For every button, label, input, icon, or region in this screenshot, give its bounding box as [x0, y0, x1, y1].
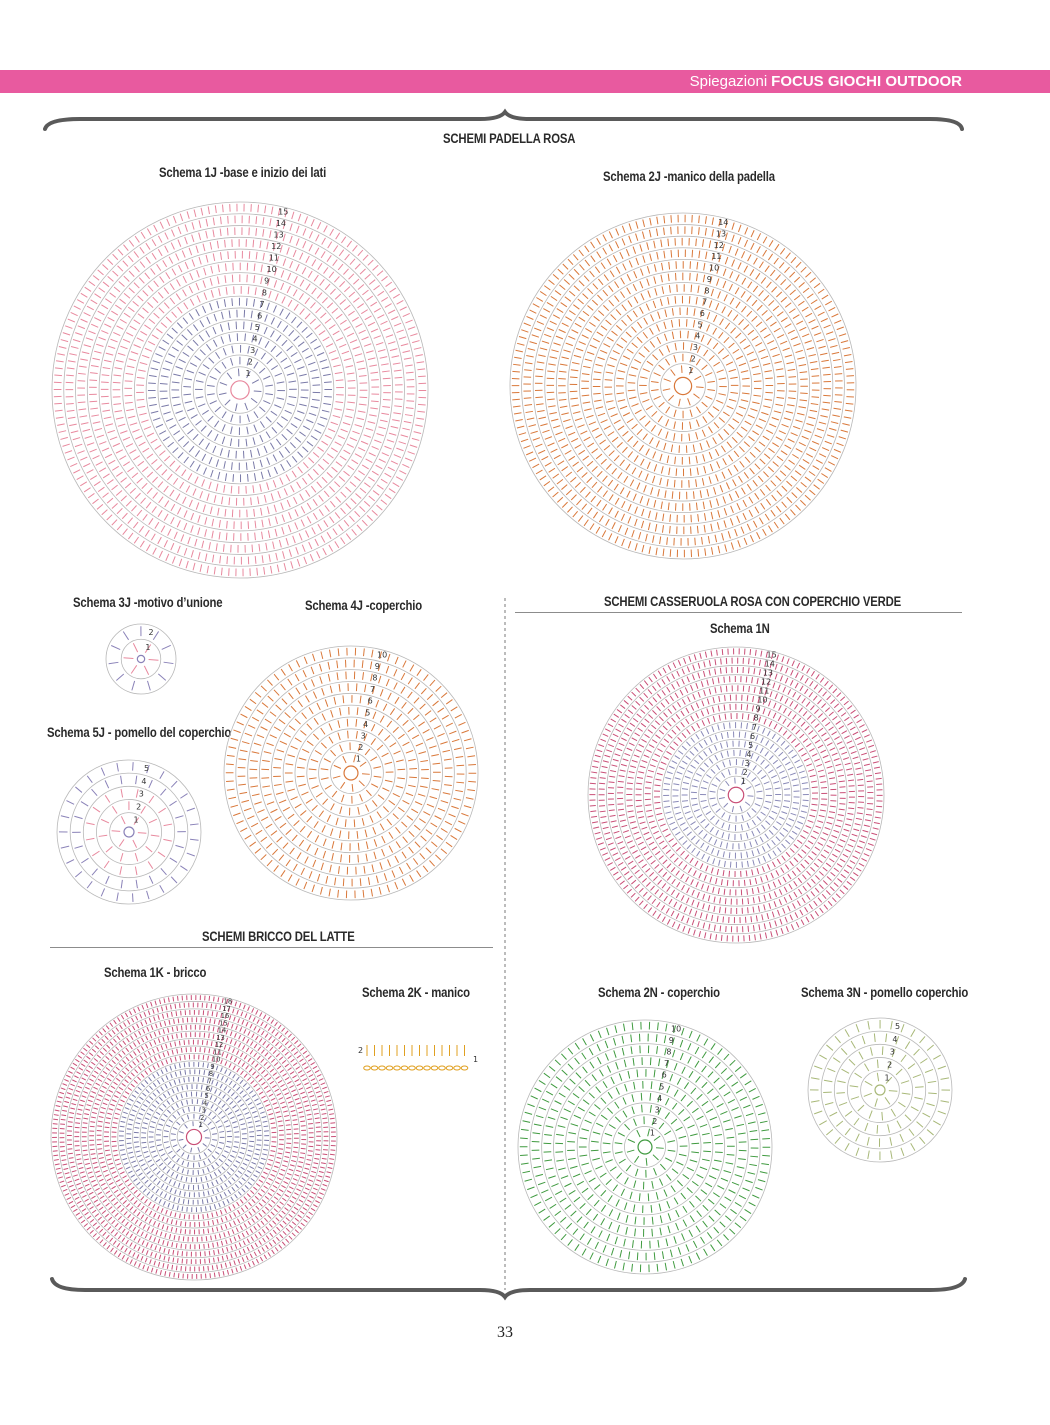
- section-title-bricco: SCHEMI BRICCO DEL LATTE: [202, 929, 355, 944]
- header-main-title: FOCUS GIOCHI OUTDOOR: [771, 73, 962, 90]
- round-number: 7: [751, 722, 757, 732]
- round-number: 15: [278, 207, 289, 217]
- round-number: 5: [143, 763, 150, 773]
- label-schema-3n: Schema 3N - pomello coperchio: [801, 985, 969, 1000]
- round-number: 7: [702, 297, 708, 307]
- round-number: 10: [377, 650, 388, 660]
- round-number: 3: [692, 343, 698, 353]
- round-number: 5: [748, 740, 754, 750]
- round-number: 14: [275, 219, 287, 229]
- label-schema-2j: Schema 2J -manico della padella: [603, 169, 775, 184]
- round-number: 1: [145, 643, 151, 653]
- round-number: 9: [264, 276, 270, 286]
- round-number: 8: [704, 286, 710, 296]
- round-number: 14: [718, 218, 729, 228]
- round-number: 5: [697, 320, 703, 330]
- round-number: 1: [688, 365, 694, 375]
- round-number: 13: [762, 668, 774, 678]
- round-number: 12: [713, 240, 724, 250]
- round-number: 3: [744, 758, 750, 768]
- label-schema-1j: Schema 1J -base e inizio dei lati: [159, 165, 327, 180]
- round-number: 9: [374, 661, 380, 671]
- round-number: 3: [250, 345, 256, 355]
- round-number: 3: [360, 731, 366, 741]
- header-subtitle: Spiegazioni: [689, 73, 768, 90]
- round-number: 15: [766, 650, 777, 660]
- round-number: 12: [271, 242, 282, 252]
- round-number: 12: [760, 677, 772, 687]
- round-number: 5: [365, 708, 371, 718]
- round-number: 7: [370, 685, 376, 695]
- label-schema-2n: Schema 2N - coperchio: [598, 985, 720, 1000]
- round-number: 11: [711, 252, 722, 262]
- round-number: 6: [257, 311, 263, 321]
- round-number: 11: [268, 253, 280, 263]
- round-number: 6: [367, 696, 373, 706]
- round-number: 9: [755, 704, 761, 714]
- label-schema-4j: Schema 4J -coperchio: [305, 598, 423, 613]
- round-number: 2: [136, 802, 142, 812]
- round-number: 3: [138, 789, 144, 799]
- round-number: 4: [746, 749, 752, 759]
- round-number: 6: [699, 308, 705, 318]
- round-number: 2: [148, 628, 154, 638]
- round-number: 1: [355, 754, 362, 764]
- round-number: 13: [715, 229, 727, 239]
- round-number: 2: [742, 767, 748, 777]
- section-title-casseruola: SCHEMI CASSERUOLA ROSA CON COPERCHIO VERDE: [604, 594, 902, 609]
- round-number: 7: [259, 299, 265, 309]
- round-number: 8: [372, 673, 378, 683]
- round-number: 4: [362, 719, 369, 729]
- round-number: 13: [273, 230, 284, 240]
- round-number: 4: [252, 334, 258, 344]
- round-number: 8: [753, 713, 759, 723]
- section-title-padella: SCHEMI PADELLA ROSA: [443, 131, 576, 146]
- round-number: 11: [759, 686, 770, 696]
- label-schema-5j: Schema 5J - pomello del coperchio: [47, 725, 232, 740]
- round-number: 2: [247, 357, 253, 367]
- round-number: 4: [695, 331, 701, 341]
- round-number: 8: [261, 288, 267, 298]
- label-schema-1n: Schema 1N: [710, 621, 770, 636]
- round-number: 10: [757, 695, 768, 705]
- label-schema-1k: Schema 1K - bricco: [104, 965, 207, 980]
- round-number: 2: [690, 354, 696, 364]
- round-number: 4: [141, 776, 147, 786]
- round-number: 1: [133, 815, 139, 825]
- label-schema-3j: Schema 3J -motivo d’unione: [73, 595, 223, 610]
- round-number: 10: [266, 265, 277, 275]
- round-number: 10: [709, 263, 720, 273]
- label-schema-2k: Schema 2K - manico: [362, 985, 470, 1000]
- round-number: 5: [254, 322, 260, 332]
- round-number: 6: [749, 731, 756, 741]
- round-number: 9: [706, 274, 712, 284]
- round-number: 1: [740, 777, 746, 787]
- round-number: 2: [358, 743, 364, 753]
- round-number: 1: [245, 369, 251, 379]
- round-number: 14: [764, 659, 775, 669]
